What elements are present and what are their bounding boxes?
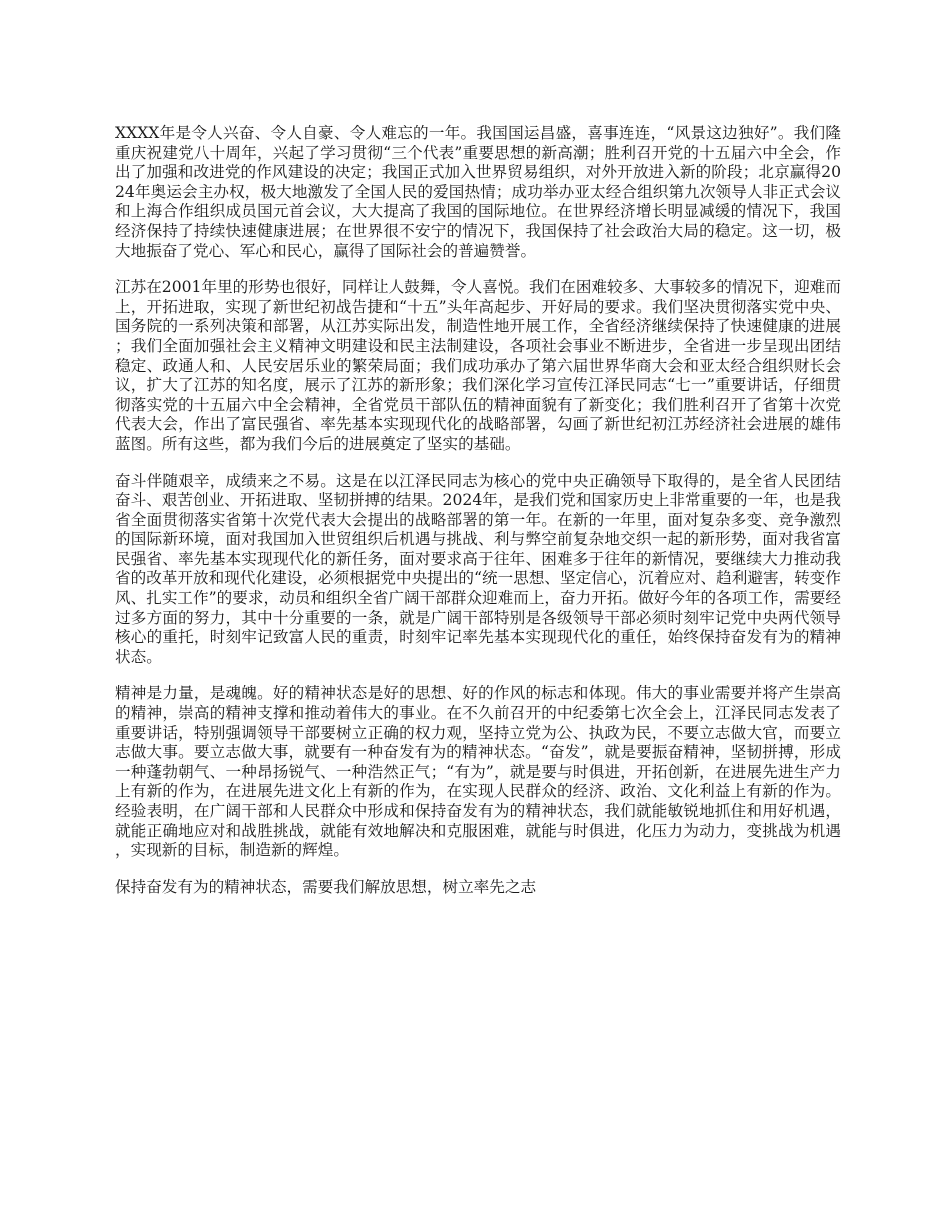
paragraph-3: 奋斗伴随艰辛，成绩来之不易。这是在以江泽民同志为核心的党中央正确领导下取得的，是全省人民团结奋斗、艰苦创业、开拓进取、坚韧拼搏的结果。2024年，是我们党和国家历史上非常重要的一年，也是我省全面贯彻落实省第十次党代表大会提出的战略部署的第一年。在新的一年里，面对复杂多变、竞争激烈的国际新环境，面对我国加入世贸组织后机遇与挑战、利与弊空前复杂地交织一起的新形势，面对我省富民强省、率先基本实现现代化的新任务，面对要求高于往年、困难多于往年的新情况，要继续大力推动我省的改革开放和现代化建设，必须根据党中央提出的“统一思想、坚定信心，沉着应对、趋利避害，转变作风、扎实工作”的要求，动员和组织全省广阔干部群众迎难而上，奋力开拓。做好今年的各项工作，需要经过多方面的努力，其中十分重要的一条，就是广阔干部特别是各级领导干部必须时刻牢记党中央两代领导核心的重托，时刻牢记致富人民的重责，时刻牢记率先基本实现现代化的重任，始终保持奋发有为的精神状态。 xyxy=(115,471,841,666)
document-body xyxy=(115,124,841,914)
paragraph-2: 江苏在2001年里的形势也很好，同样让人鼓舞，令人喜悦。我们在困难较多、大事较多的情况下，迎难而上，开拓进取，实现了新世纪初战告捷和“十五”头年高起步、开好局的要求。我们坚决贯彻落实党中央、国务院的一系列决策和部署，从江苏实际出发，制造性地开展工作，全省经济继续保持了快速健康的进展；我们全面加强社会主义精神文明建设和民主法制建设，各项社会事业不断进步，全省进一步呈现出团结稳定、政通人和、人民安居乐业的繁荣局面；我们成功承办了第六届世界华商大会和亚太经合组织财长会议，扩大了江苏的知名度，展示了江苏的新形象；我们深化学习宣传江泽民同志“七一”重要讲话，仔细贯彻落实党的十五届六中全会精神，全省党员干部队伍的精神面貌有了新变化；我们胜利召开了省第十次党代表大会，作出了富民强省、率先基本实现现代化的战略部署，勾画了新世纪初江苏经济社会进展的雄伟蓝图。所有这些，都为我们今后的进展奠定了坚实的基础。 xyxy=(115,278,841,453)
paragraph-5: 保持奋发有为的精神状态，需要我们解放思想，树立率先之志 xyxy=(115,877,537,896)
paragraph-4: 精神是力量，是魂魄。好的精神状态是好的思想、好的作风的标志和体现。伟大的事业需要并将产生崇高的精神，崇高的精神支撑和推动着伟大的事业。在不久前召开的中纪委第七次全会上，江泽民同志发表了重要讲话，特别强调领导干部要树立正确的权力观，坚持立党为公、执政为民，不要立志做大官，而要立志做大事。要立志做大事，就要有一种奋发有为的精神状态。“奋发”，就是要振奋精神，坚韧拼搏，形成一种蓬勃朝气、一种昂扬锐气、一种浩然正气；“有为”，就是要与时俱进，开拓创新，在进展先进生产力上有新的作为，在进展先进文化上有新的作为，在实现人民群众的经济、政治、文化利益上有新的作为。经验表明，在广阔干部和人民群众中形成和保持奋发有为的精神状态，我们就能敏锐地抓住和用好机遇，就能正确地应对和战胜挑战，就能有效地解决和克服困难，就能与时俱进，化压力为动力，变挑战为机遇，实现新的目标，制造新的辉煌。 xyxy=(115,684,841,860)
paragraph-1: XXXX年是令人兴奋、令人自豪、令人难忘的一年。我国国运昌盛，喜事连连，“风景这边独好”。我们隆重庆祝建党八十周年，兴起了学习贯彻“三个代表”重要思想的新高潮；胜利召开党的十五届六中全会，作出了加强和改进党的作风建设的决定；我国正式加入世界贸易组织，对外开放进入新的阶段；北京赢得2024年奥运会主办权，极大地激发了全国人民的爱国热情；成功举办亚太经合组织第九次领导人非正式会议和上海合作组织成员国元首会议，大大提高了我国的国际地位。在世界经济增长明显减缓的情况下，我国经济保持了持续快速健康进展；在世界很不安宁的情况下，我国保持了社会政治大局的稳定。这一切，极大地振奋了党心、军心和民心，赢得了国际社会的普遍赞誉。 xyxy=(115,124,841,260)
